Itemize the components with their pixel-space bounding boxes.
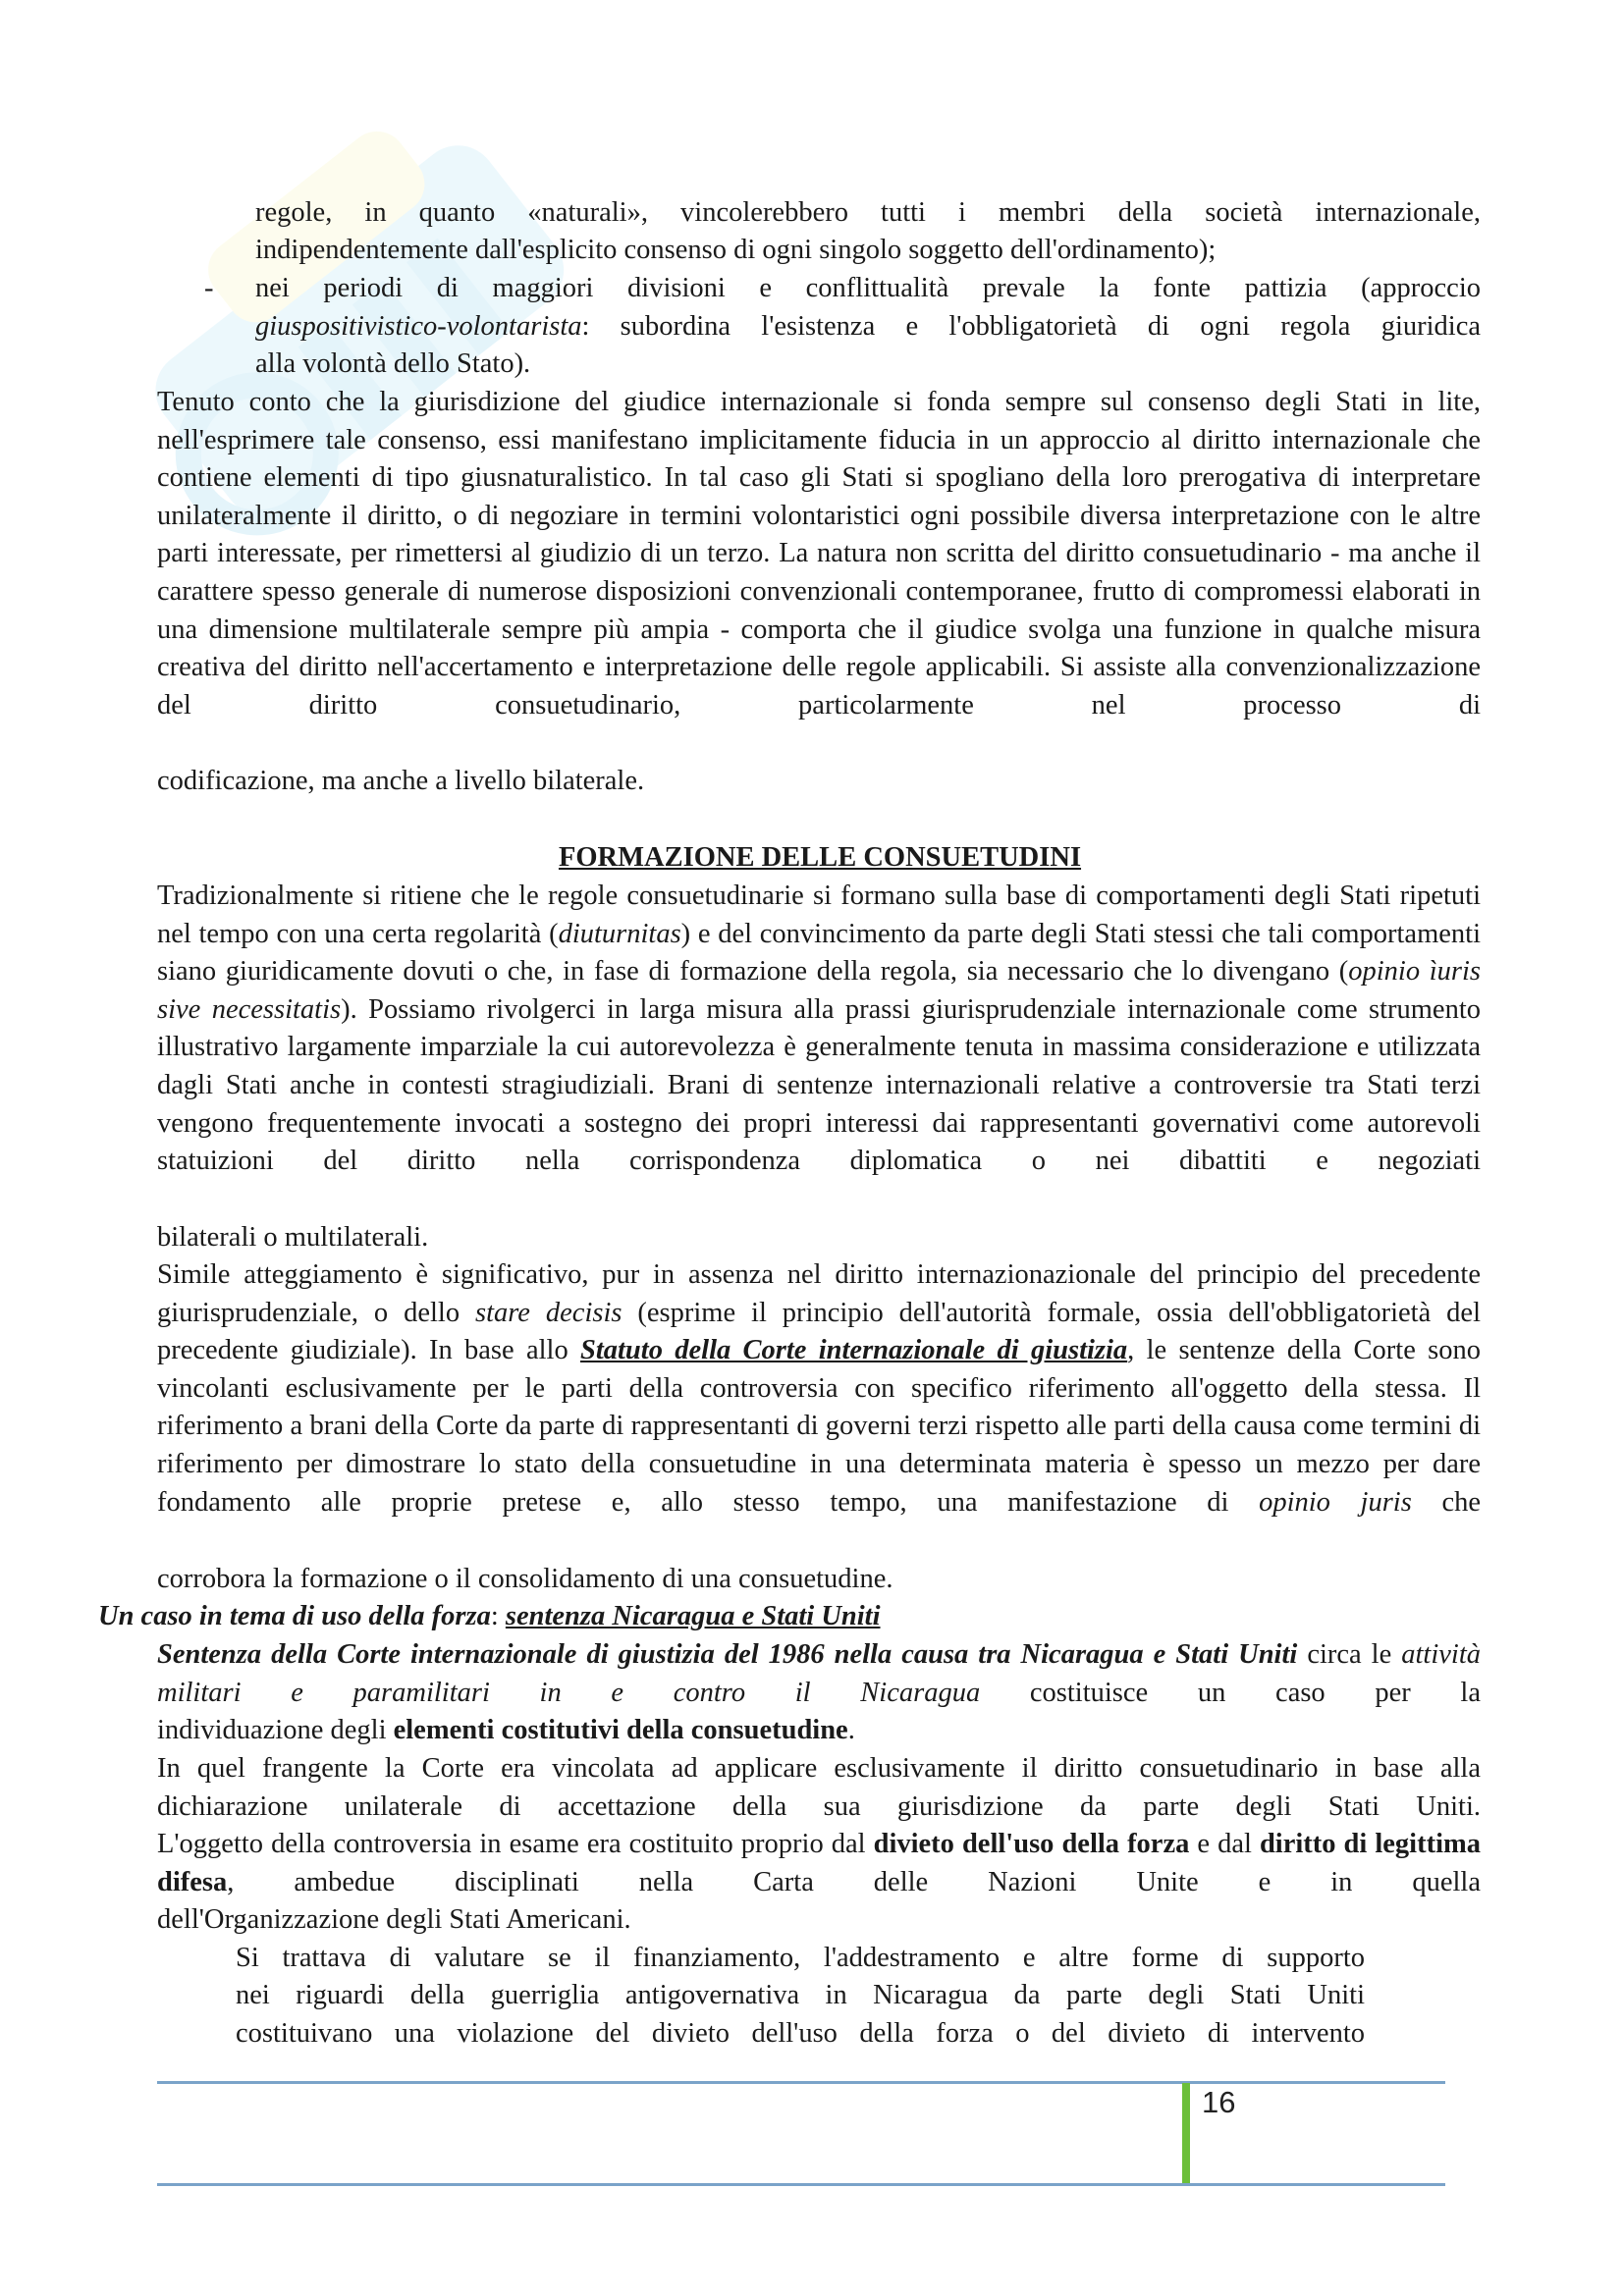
p6-text-c: , ambedue disciplinati nella Carta delle Nazioni Unite e in quella [227,1866,1481,1897]
paragraph-jurisdiction: Tenuto conto che la giurisdizione del giudice internazionale si fonda sempre sul consenso degli Stati in lite, nell'esprimere tale consenso, essi manifestano implicitamente fiducia in un approccio al diritto internazionale che contiene elementi di tipo giusnaturalistico. In tal caso gli Stati si spogliano della loro prerogativa di interpretare unilateralmente il diritto, o di negoziare in termini volontaristici ogni possibile diversa interpretazione con le altre parti interessate, per rimettersi al giudizio di un terzo. La natura non scritta del diritto consuetudinario - ma anche il carattere spesso generale di numerose disposizioni convenzionali contemporanee, frutto di compromessi elaborati in una dimensione multilaterale sempre più ampia - comporta che il giudice svolga una funzione in qualche misura creativa del diritto nell'accertamento e interpretazione delle regole applicabili. Si assiste alla convenzionalizzazione del diritto consuetudinario, particolarmente nel processo di [157,387,1481,721]
paragraph-precedent-last: corrobora la formazione o il consolidamento di una consuetudine. [157,1564,893,1594]
footer-accent-bar [1182,2083,1190,2183]
p2-italic-a: diuturnitas [558,918,681,949]
paragraph-sentence-last [157,1712,855,1750]
bullet-line-2 [255,308,1481,347]
bullet-line-2-rest: : subordina l'esistenza e l'obbligatorietà di ogni regola giuridica [581,311,1481,342]
paragraph-formation-last: bilaterali o multilaterali. [157,1222,429,1253]
p6-bold-2: diritto di legittima difesa [157,1829,1481,1897]
paragraph-formation [157,878,1481,1181]
quote-line-1: Si trattava di valutare se il finanziamento, l'addestramento e altre forme di supporto [236,1943,1365,1973]
p6-text-b: e dal [1189,1829,1260,1859]
page-number: 16 [1202,2085,1236,2119]
intro-line-1: regole, in quanto «naturali», vincolerebbero tutti i membri della società internazionale, [255,197,1481,228]
bullet-marker: - [204,273,214,303]
quote-line-2: nei riguardi della guerriglia antigovernativa in Nicaragua da parte degli Stati Uniti [236,1980,1365,2010]
p3-text-c: , le sentenze della Corte sono vincolanti esclusivamente per le parti della controversia con specifico riferimento all'oggetto della stessa. Il riferimento a brani della Corte da parte di rappresentanti di governi terzi rispetto alle parti della causa come termini di riferimento per dimostrare lo stato della consuetudine in una determinata materia è spesso un mezzo per dare fondamento alle proprie pretese e, allo stesso tempo, una manifestazione di [157,1335,1481,1518]
italic-term: giuspositivistico-volontarista [255,311,582,342]
p4-last-b: . [847,1715,855,1745]
p4-text-a: circa le [1297,1639,1402,1670]
paragraph-precedent [157,1256,1481,1522]
case-heading-label: Un caso in tema di uso della forza [98,1601,491,1631]
case-heading [98,1598,881,1636]
p3-text-a: Simile atteggiamento è significativo, pur in assenza nel diritto internazionazionale del principio del precedente giurisprudenziale, o dello [157,1259,1481,1328]
p3-text-d: che [1411,1486,1481,1518]
p6-bold-1: divieto dell'uso della forza [873,1829,1190,1859]
paragraph-jurisdiction-last: codificazione, ma anche a livello bilaterale. [157,766,645,796]
p2-text-b: ) e del convincimento da parte degli Stati stessi che tali comportamenti siano giuridicamente dovuti o che, in fase di formazione della regola, sia necessario che lo divengano ( [157,918,1481,988]
bullet-line-3: alla volontà dello Stato). [255,348,531,379]
footer-bottom-rule [157,2183,1445,2186]
p3-text-b: (esprime il principio dell'autorità formale, ossia dell'obbligatorietà del precedente giudiziale). In base allo [157,1297,1481,1366]
p2-text-a: Tradizionalmente si ritiene che le regole consuetudinarie si formano sulla base di comportamenti degli Stati ripetuti nel tempo con una certa regolarità ( [157,881,1481,949]
bullet-line-1: nei periodi di maggiori divisioni e conflittualità prevale la fonte pattizia (approccio [255,273,1481,303]
p4-bold-italic: Sentenza della Corte internazionale di giustizia del 1986 nella causa tra Nicaragua e Stati Uniti [157,1639,1298,1670]
footer-top-rule [157,2081,1445,2084]
p3-italic-c: opinio juris [1259,1486,1412,1518]
p4-text-b: costituisce un caso per la [980,1677,1481,1708]
p6-text-a: L'oggetto della controversia in esame era costituito proprio dal [157,1829,874,1859]
case-heading-sep: : [490,1601,506,1631]
p4-italic-a: attività militari e paramilitari in e contro il Nicaragua [157,1639,1481,1708]
p3-italic-a: stare decisis [475,1297,622,1328]
paragraph-customary-law: In quel frangente la Corte era vincolata ad applicare esclusivamente il diritto consuetudinario in base alla dichiarazione unilaterale di accettazione della sua giurisdizione da parte degli Stati Uniti. [157,1753,1481,1822]
section-heading: FORMAZIONE DELLE CONSUETUDINI [558,842,1082,873]
intro-line-2: indipendentemente dall'esplicito consenso di ogni singolo soggetto dell'ordinamento); [255,235,1217,265]
paragraph-sentence [157,1636,1481,1712]
paragraph-object [157,1826,1481,1901]
p4-last-bold: elementi costitutivi della consuetudine [393,1715,848,1745]
paragraph-object-last: dell'Organizzazione degli Stati Americani. [157,1904,631,1935]
p4-last-a: individuazione degli [157,1715,394,1745]
nicaragua-link[interactable]: sentenza Nicaragua e Stati Uniti [505,1601,881,1631]
p2-italic-b: opinio ìuris sive necessitatis [157,956,1482,1025]
quote-line-3: costituivano una violazione del divieto dell'uso della forza o del divieto di intervento [236,2018,1365,2049]
statuto-link[interactable]: Statuto della Corte internazionale di giustizia [580,1335,1128,1366]
p2-text-c: ). Possiamo rivolgerci in larga misura alla prassi giurisprudenziale internazionale come strumento illustrativo largamente imparziale la cui autorevolezza è generalmente tenuta in massima considerazione e utilizzata dagli Stati anche in contesti stragiudiziali. Brani di sentenze internazionali relative a controversie tra Stati terzi vengono frequentemente invocati a sostegno dei propri interessi dai rappresentanti governativi come autorevoli statuizioni del diritto nella corrispondenza diplomatica o nei dibattiti e negoziati [157,993,1481,1177]
